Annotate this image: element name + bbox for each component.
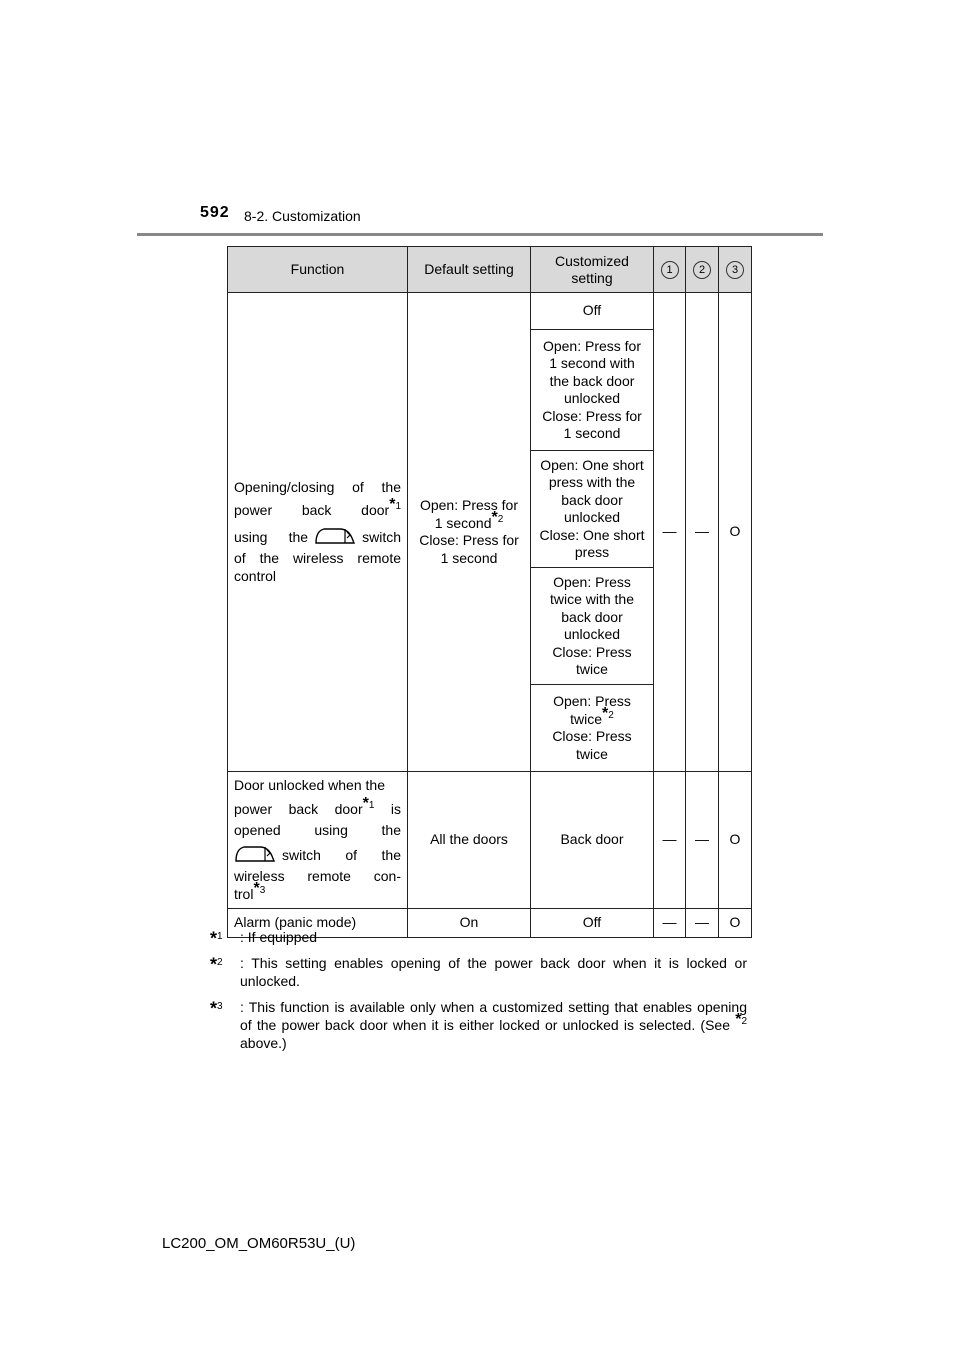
page-number: 592 [200,204,230,221]
row1-func-line2 [234,496,401,520]
row1-default-line4: 1 second [440,549,498,566]
option-line: Open: Press [553,693,631,709]
header-col-1 [654,247,686,293]
section-title: 8-2. Customization [244,208,361,224]
row2-custom: Back door [531,772,654,909]
option-line: 1 second [563,425,621,441]
row2-mark-1: — [654,772,686,909]
footnote-3 [210,998,747,1052]
header-function: Function [228,247,408,293]
option-line: twice [576,745,608,762]
footnote-3-text: : This function is available only when a customized setting that enables opening of the power back door when it is either locked or unlocked is selected. (See [240,999,747,1033]
row3-custom: Off [531,909,654,938]
option-line: Open: One short [540,456,644,473]
circled-1-icon: 1 [661,261,679,279]
footnote-ref-2: *2 [602,704,614,722]
footnote-3-text-end: above.) [240,1035,287,1051]
row2-func-line5: wireless remote con- [234,868,401,884]
table-header-row [228,247,752,293]
row1-func-using: using the [234,528,309,545]
row3-function: Alarm (panic mode) [228,909,408,938]
option-line: twice [576,661,608,677]
row2-func-line1: Door unlocked when the [234,777,385,793]
row3-default: On [408,909,531,938]
back-door-switch-icon [314,526,356,546]
header-default-setting: Default setting [408,247,531,293]
row1-option-2 [531,330,654,451]
footnote-1 [210,928,747,949]
row1-default-line1: Open: Press for [419,497,519,513]
footnote-ref-2: *2 [735,1011,747,1028]
option-line: Close: One short [539,526,645,543]
footnote-1-text: : If equipped [240,929,318,945]
footnote-ref-1: *1 [389,496,401,514]
header-customized-line1: Customized [555,252,629,269]
row2-function [228,772,408,909]
row3-mark-3: O [719,909,752,938]
row1-func-switch: switch [362,528,401,545]
row1-option-3 [531,451,654,568]
footnote-2 [210,954,747,990]
option-line: Close: Press for [542,407,642,424]
row1-default-line2: 1 second [434,514,492,531]
row3-mark-2: — [686,909,719,938]
row1-option-5 [531,685,654,772]
row2-func-is: is [390,800,401,817]
row2-default: All the doors [408,772,531,909]
table-row [228,293,752,330]
option-line: Off [582,302,602,319]
footnote-marker-2: *$^2$ [210,954,223,975]
footnotes [210,928,747,1060]
option-line: back door [561,491,623,508]
option-line: back door [561,608,623,625]
row1-default [408,293,531,772]
option-line: unlocked [563,626,621,642]
header-customized-setting [531,247,654,293]
row1-mark-1: — [654,293,686,772]
option-line: press with the [548,474,636,490]
option-line: the back door [549,372,635,389]
header-rule [137,233,823,236]
row2-func-line3: opened using the [234,822,401,838]
row1-mark-2: — [686,293,719,772]
row1-default-line3: Close: Press for [419,532,519,548]
option-line: unlocked [563,390,621,406]
row2-mark-2: — [686,772,719,909]
circled-2-icon: 2 [693,261,711,279]
option-line: twice with the [549,591,635,607]
row1-option-1 [531,293,654,330]
option-line: unlocked [563,509,621,525]
row2-func-switch: switch of the [282,846,401,863]
row1-func-line4: of the wireless remote [234,550,401,567]
footnote-ref-2: *2 [491,508,504,526]
row2-func-line4 [234,844,401,865]
header-col-2 [686,247,719,293]
option-line: twice [570,710,603,727]
row2-func-line2-text: power back door [234,800,363,817]
footnote-2-text: : This setting enables opening of the power back door when it is locked or unlocked. [240,955,747,989]
row3-mark-1: — [654,909,686,938]
document-id: LC200_OM_OM60R53U_(U) [162,1235,356,1252]
header-col-3 [719,247,752,293]
table-row [228,772,752,909]
row1-func-line1: Opening/closing of the [234,478,401,495]
row1-func-line2-text: power back door [234,502,390,519]
header-customized-line2: setting [571,269,613,286]
option-line: press [574,544,610,560]
row1-option-4 [531,568,654,685]
row2-mark-3: O [719,772,752,909]
option-line: Close: Press [552,643,632,660]
row2-func-trol: trol [234,885,254,902]
option-line: Close: Press [552,728,632,744]
back-door-switch-icon [234,844,276,864]
footnote-marker-3: *$^3$ [210,998,223,1019]
option-line: Open: Press for [542,337,642,354]
option-line: 1 second with [549,355,635,371]
circled-3-icon: 3 [726,261,744,279]
option-line: Open: Press [553,573,631,590]
row2-func-line6 [234,879,266,902]
customization-table [227,246,752,938]
footnote-ref-3: *3 [253,879,266,897]
row1-function [228,293,408,772]
row1-func-line3 [234,526,401,547]
footnote-ref-1: *1 [362,794,375,812]
row1-mark-3: O [719,293,752,772]
footnote-marker-1: *$^1$ [210,928,223,949]
row2-func-line2 [234,794,401,819]
row1-func-line5: control [234,567,277,584]
